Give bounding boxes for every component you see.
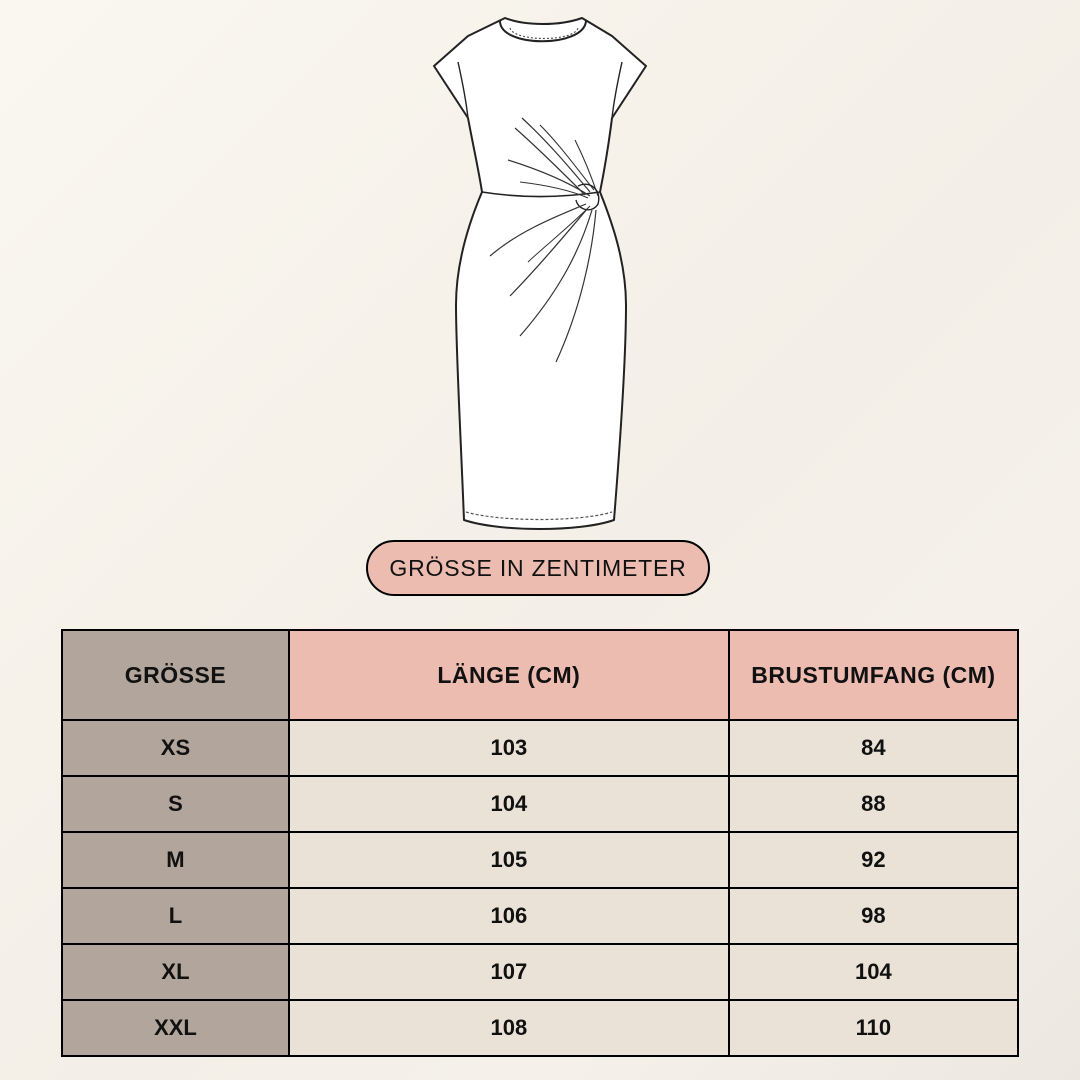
- cell-length: 108: [289, 1000, 729, 1056]
- cell-size: S: [62, 776, 289, 832]
- cell-size: XL: [62, 944, 289, 1000]
- table-row: [62, 776, 1018, 832]
- cell-chest: 98: [729, 888, 1018, 944]
- header-length: LÄNGE (CM): [289, 630, 729, 720]
- cell-size: XXL: [62, 1000, 289, 1056]
- table-row: [62, 1000, 1018, 1056]
- cell-length: 105: [289, 832, 729, 888]
- dress-sketch-icon: [420, 10, 660, 536]
- cell-length: 104: [289, 776, 729, 832]
- cell-size: L: [62, 888, 289, 944]
- size-chart-table: [61, 629, 1019, 1057]
- header-size: GRÖSSE: [62, 630, 289, 720]
- cell-chest: 84: [729, 720, 1018, 776]
- table-row: [62, 944, 1018, 1000]
- cell-chest: 88: [729, 776, 1018, 832]
- size-unit-badge: GRÖSSE IN ZENTIMETER: [366, 540, 710, 596]
- cell-length: 106: [289, 888, 729, 944]
- cell-size: XS: [62, 720, 289, 776]
- cell-size: M: [62, 832, 289, 888]
- cell-chest: 92: [729, 832, 1018, 888]
- cell-chest: 104: [729, 944, 1018, 1000]
- table-row: [62, 832, 1018, 888]
- cell-length: 107: [289, 944, 729, 1000]
- table-row: [62, 720, 1018, 776]
- cell-length: 103: [289, 720, 729, 776]
- table-row: [62, 888, 1018, 944]
- dress-illustration: [420, 10, 660, 536]
- table-header-row: [62, 630, 1018, 720]
- cell-chest: 110: [729, 1000, 1018, 1056]
- header-chest: BRUSTUMFANG (CM): [729, 630, 1018, 720]
